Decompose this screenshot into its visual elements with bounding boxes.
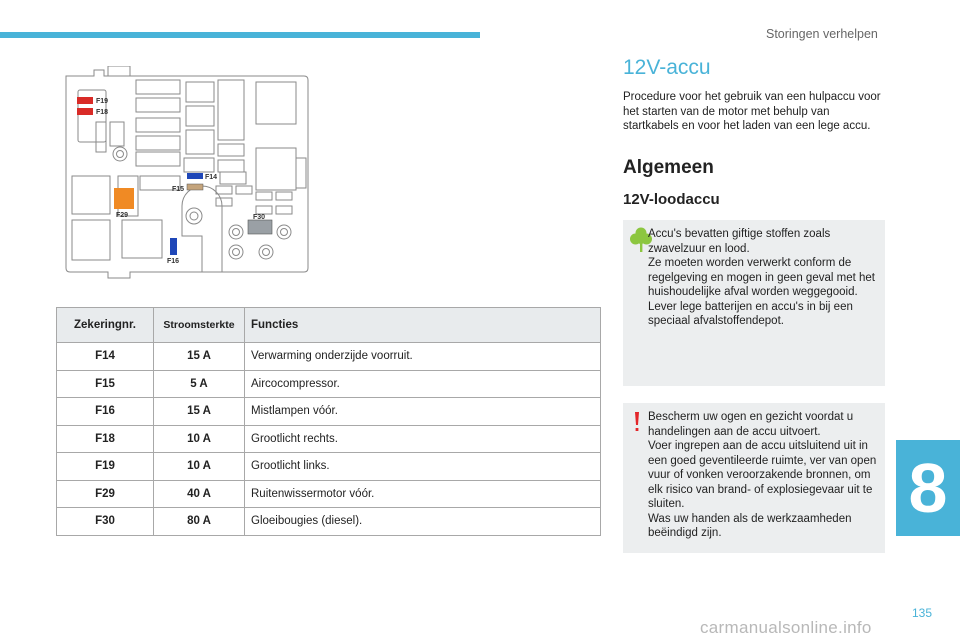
fuse-amperage: 10 A bbox=[154, 425, 245, 453]
fuse-f16 bbox=[170, 238, 177, 255]
fuse-function: Grootlicht links. bbox=[245, 453, 601, 481]
intro-paragraph: Procedure voor het gebruik van een hulpaccu voor het starten van de motor met behulp van startkabels en voor het laden van een lege accu. bbox=[623, 91, 881, 132]
table-row bbox=[57, 508, 601, 536]
environment-note bbox=[623, 220, 885, 386]
fuse-number: F14 bbox=[57, 343, 154, 371]
table-row bbox=[57, 425, 601, 453]
fuse-number: F15 bbox=[57, 370, 154, 398]
exclamation-icon bbox=[630, 410, 644, 434]
watermark: carmanualsonline.info bbox=[700, 618, 872, 637]
fuse-number: F16 bbox=[57, 398, 154, 426]
label-f29: F29 bbox=[116, 212, 129, 219]
fuse-number: F30 bbox=[57, 508, 154, 536]
note-line: Accu's bevatten giftige stoffen zoals zwavelzuur en lood. bbox=[648, 228, 831, 255]
fuse-function: Gloeibougies (diesel). bbox=[245, 508, 601, 536]
fuse-f15 bbox=[187, 184, 203, 190]
fuse-number: F18 bbox=[57, 425, 154, 453]
chapter-tab: 8 bbox=[896, 440, 960, 536]
note-line: Voer ingrepen aan de accu uitsluitend uit in een goed geventileerde ruimte, ver van open vuur of vonken veroorzakende bronnen, om elk risico van brand- of explosiegevaar uit te sluiten. bbox=[648, 440, 877, 510]
fuse-f19 bbox=[77, 97, 93, 104]
sub-heading: 12V-loodaccu bbox=[623, 191, 720, 208]
warning-note bbox=[623, 403, 885, 553]
page-title: 12V-accu bbox=[623, 56, 711, 79]
fuse-f14 bbox=[187, 173, 203, 179]
note-line: Ze moeten worden verwerkt conform de regelgeving en mogen in geen geval met het huishoudelijke afval worden weggegooid. bbox=[648, 257, 875, 298]
label-f30: F30 bbox=[253, 214, 266, 221]
note-line: Bescherm uw ogen en gezicht voordat u handelingen aan de accu uitvoert. bbox=[648, 411, 854, 438]
label-f14: F14 bbox=[205, 174, 218, 181]
table-row bbox=[57, 343, 601, 371]
label-f16: F16 bbox=[167, 258, 180, 265]
header-amperage: Stroomsterkte bbox=[154, 308, 245, 343]
section-label: Storingen verhelpen bbox=[766, 27, 878, 41]
table-row bbox=[57, 398, 601, 426]
fuse-box-diagram bbox=[60, 66, 310, 280]
fuse-amperage: 15 A bbox=[154, 398, 245, 426]
table-row bbox=[57, 480, 601, 508]
fuse-f29 bbox=[114, 188, 134, 209]
fuse-function: Aircocompressor. bbox=[245, 370, 601, 398]
fuse-number: F29 bbox=[57, 480, 154, 508]
fuse-function: Ruitenwissermotor vóór. bbox=[245, 480, 601, 508]
fuse-number: F19 bbox=[57, 453, 154, 481]
note-line: Was uw handen als de werkzaamheden beëindigd zijn. bbox=[648, 512, 852, 539]
fuse-amperage: 80 A bbox=[154, 508, 245, 536]
fuse-function: Verwarming onderzijde voorruit. bbox=[245, 343, 601, 371]
table-header-row bbox=[57, 308, 601, 343]
fuse-amperage: 15 A bbox=[154, 343, 245, 371]
fuse-function: Mistlampen vóór. bbox=[245, 398, 601, 426]
header-fuse-number: Zekeringnr. bbox=[57, 308, 154, 343]
section-heading: Algemeen bbox=[623, 157, 714, 178]
label-f18: F18 bbox=[96, 109, 109, 116]
fuse-function: Grootlicht rechts. bbox=[245, 425, 601, 453]
label-f19: F19 bbox=[96, 98, 109, 105]
top-accent-bar bbox=[0, 32, 480, 38]
fuse-table bbox=[56, 307, 601, 536]
page-number: 135 bbox=[912, 606, 933, 620]
fuse-amperage: 40 A bbox=[154, 480, 245, 508]
fuse-f30 bbox=[248, 220, 272, 234]
table-row bbox=[57, 453, 601, 481]
header-functions: Functies bbox=[245, 308, 601, 343]
fuse-amperage: 10 A bbox=[154, 453, 245, 481]
note-line: Lever lege batterijen en accu's in bij een speciaal afvalstoffendepot. bbox=[648, 300, 853, 327]
label-f15: F15 bbox=[172, 186, 185, 193]
table-row bbox=[57, 370, 601, 398]
fuse-amperage: 5 A bbox=[154, 370, 245, 398]
fuse-f18 bbox=[77, 108, 93, 115]
